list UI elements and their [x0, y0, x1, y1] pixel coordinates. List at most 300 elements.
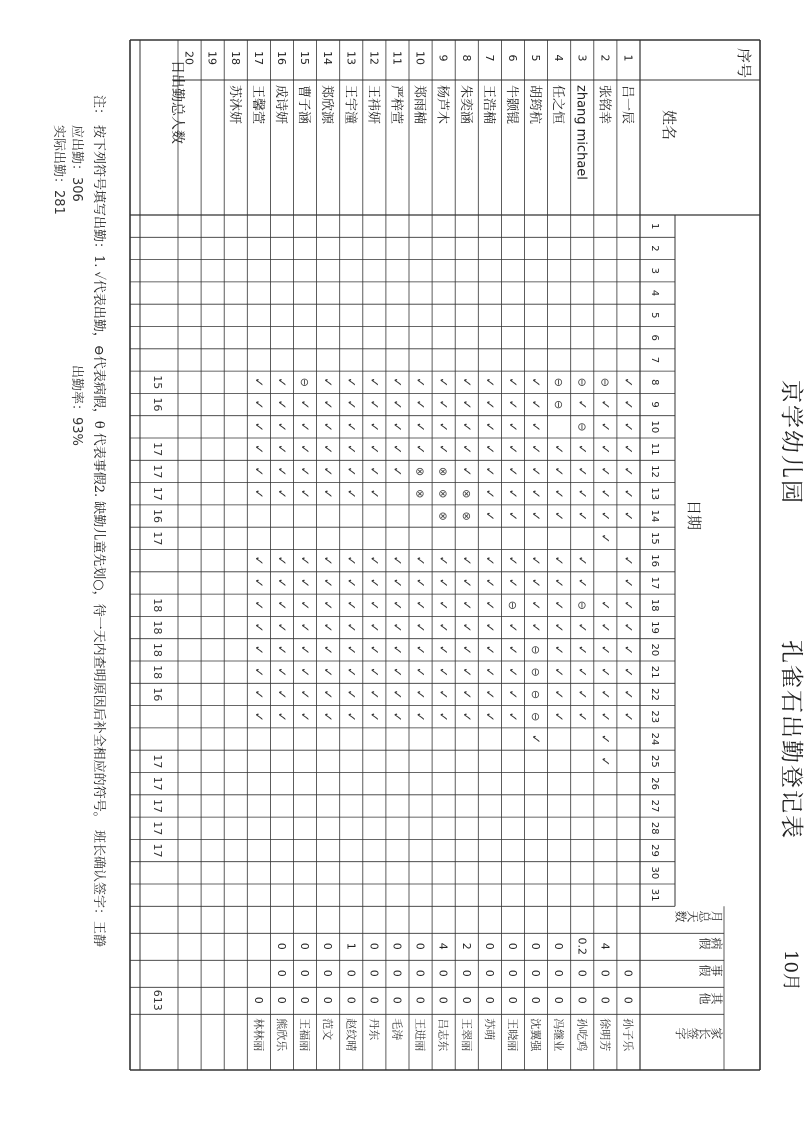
attendance-mark: ✓	[529, 444, 544, 455]
attendance-mark: ✓	[598, 399, 613, 410]
daily-total: 18	[151, 642, 164, 657]
sick-count: 0	[298, 942, 312, 950]
absent-mark: ⊗	[459, 511, 473, 521]
student-name: 成诗妍	[272, 85, 288, 125]
other-count: 0	[390, 996, 404, 1004]
attendance-mark: ✓	[321, 667, 336, 678]
attendance-mark: ✓	[413, 555, 428, 566]
attendance-mark: ✓	[621, 577, 636, 588]
attendance-mark: ✓	[459, 667, 474, 678]
attendance-mark: ✓	[298, 488, 313, 499]
seq-number: 8	[459, 54, 473, 62]
day-number: 21	[649, 665, 660, 679]
sick-mark: ⊖	[552, 377, 566, 387]
attendance-mark: ✓	[552, 711, 567, 722]
attendance-mark: ✓	[598, 734, 613, 745]
attendance-mark: ✓	[298, 622, 313, 633]
attendance-mark: ✓	[321, 689, 336, 700]
attendance-mark: ✓	[274, 622, 289, 633]
day-number: 15	[649, 531, 660, 545]
parent-signature: 丹东	[367, 1018, 381, 1041]
day-number: 26	[649, 777, 660, 791]
attendance-mark: ✓	[529, 622, 544, 633]
attendance-mark: ✓	[621, 444, 636, 455]
attendance-mark: ✓	[436, 444, 451, 455]
other-count: 0	[482, 996, 496, 1004]
personal-count: 0	[321, 969, 335, 977]
attendance-mark: ✓	[575, 644, 590, 655]
attendance-mark: ✓	[274, 421, 289, 432]
attendance-mark: ✓	[251, 555, 266, 566]
sick-count: 0	[505, 942, 519, 950]
attendance-mark: ✓	[482, 466, 497, 477]
daily-total: 17	[151, 843, 164, 858]
personal-count: 0	[505, 969, 519, 977]
sick-mark: ⊖	[529, 645, 543, 655]
attendance-mark: ✓	[390, 577, 405, 588]
teacher-value: 王静	[91, 921, 106, 948]
sheet-title: 孔雀石出勤登记表	[778, 640, 804, 840]
parent-signature: 沈翼强	[529, 1018, 543, 1052]
student-name: 朱奕涵	[457, 85, 473, 125]
daily-total-label: 日出勤总人数	[169, 60, 185, 144]
attendance-mark: ✓	[298, 466, 313, 477]
attendance-mark: ✓	[390, 399, 405, 410]
attendance-mark: ✓	[413, 377, 428, 388]
attendance-mark: ✓	[552, 577, 567, 588]
other-header: 其他	[699, 991, 723, 1005]
attendance-mark: ✓	[529, 734, 544, 745]
attendance-mark: ✓	[552, 689, 567, 700]
student-name: 吕一辰	[619, 85, 635, 125]
attendance-mark: ✓	[298, 711, 313, 722]
personal-count: 0	[621, 969, 635, 977]
attendance-mark: ✓	[552, 644, 567, 655]
attendance-mark: ✓	[274, 555, 289, 566]
attendance-mark: ✓	[575, 689, 590, 700]
attendance-mark: ✓	[344, 377, 359, 388]
sick-count: 4	[598, 942, 612, 950]
attendance-mark: ✓	[251, 667, 266, 678]
attendance-mark: ✓	[298, 444, 313, 455]
notes-line1: 按下列符号填写出勤：1. ✓代表出勤，⊖代表病假，θ 代表事假2. 缺勤儿童先划○，待一天内查明原因后补全相应的符号。	[91, 125, 106, 825]
other-count: 0	[621, 996, 635, 1004]
day-number: 13	[649, 487, 660, 501]
attendance-mark: ✓	[321, 622, 336, 633]
attendance-mark: ✓	[321, 377, 336, 388]
attendance-mark: ✓	[367, 444, 382, 455]
attendance-mark: ✓	[251, 644, 266, 655]
attendance-mark: ✓	[529, 377, 544, 388]
attendance-mark: ✓	[436, 421, 451, 432]
sick-count: 0	[367, 942, 381, 950]
attendance-mark: ✓	[621, 377, 636, 388]
personal-count: 0	[367, 969, 381, 977]
other-count: 0	[321, 996, 335, 1004]
day-number: 2	[649, 245, 660, 252]
day-number: 17	[649, 576, 660, 590]
attendance-mark: ✓	[529, 511, 544, 522]
personal-count: 0	[598, 969, 612, 977]
daily-total: 18	[151, 598, 164, 613]
attendance-mark: ✓	[321, 711, 336, 722]
attendance-mark: ✓	[413, 399, 428, 410]
attendance-mark: ✓	[552, 667, 567, 678]
attendance-mark: ✓	[505, 399, 520, 410]
attendance-mark: ✓	[482, 488, 497, 499]
attendance-mark: ✓	[505, 644, 520, 655]
seq-number: 20	[182, 51, 196, 65]
attendance-mark: ✓	[367, 488, 382, 499]
attendance-mark: ✓	[436, 689, 451, 700]
attendance-mark: ✓	[251, 466, 266, 477]
attendance-mark: ✓	[505, 444, 520, 455]
attendance-mark: ✓	[505, 377, 520, 388]
attendance-mark: ✓	[575, 488, 590, 499]
attendance-mark: ✓	[367, 711, 382, 722]
attendance-mark: ✓	[274, 600, 289, 611]
attendance-mark: ✓	[413, 600, 428, 611]
attendance-mark: ✓	[344, 600, 359, 611]
attendance-mark: ✓	[621, 711, 636, 722]
attendance-mark: ✓	[413, 577, 428, 588]
parent-signature: 王晓丽	[505, 1018, 519, 1052]
daily-total: 17	[151, 754, 164, 769]
attendance-mark: ✓	[482, 577, 497, 588]
attendance-mark: ✓	[413, 622, 428, 633]
attendance-mark: ✓	[575, 444, 590, 455]
daily-total: 18	[151, 620, 164, 635]
student-name: 杨芦木	[434, 85, 450, 125]
seq-number: 7	[482, 54, 496, 62]
personal-header: 事假	[699, 963, 723, 977]
attendance-mark: ✓	[321, 399, 336, 410]
attendance-mark: ✓	[436, 711, 451, 722]
daily-total: 17	[151, 531, 164, 546]
rate-value: 93%	[69, 417, 84, 446]
sick-count: 1	[344, 942, 358, 950]
day-number: 22	[649, 688, 660, 701]
attendance-mark: ✓	[621, 622, 636, 633]
attendance-mark: ✓	[505, 667, 520, 678]
attendance-mark: ✓	[459, 711, 474, 722]
attendance-mark: ✓	[621, 421, 636, 432]
other-count: 0	[436, 996, 450, 1004]
attendance-mark: ✓	[482, 511, 497, 522]
attendance-mark: ✓	[621, 644, 636, 655]
attendance-mark: ✓	[621, 488, 636, 499]
attendance-mark: ✓	[459, 577, 474, 588]
attendance-mark: ✓	[321, 444, 336, 455]
personal-count: 0	[552, 969, 566, 977]
daily-total: 15	[151, 375, 164, 390]
attendance-mark: ✓	[598, 689, 613, 700]
day-number: 3	[649, 267, 660, 274]
daily-total: 16	[151, 397, 164, 412]
attendance-mark: ✓	[482, 644, 497, 655]
attendance-mark: ✓	[529, 466, 544, 477]
sick-count: 0	[390, 942, 404, 950]
seq-number: 15	[298, 51, 312, 65]
attendance-mark: ✓	[344, 577, 359, 588]
attendance-mark: ✓	[505, 711, 520, 722]
attendance-mark: ✓	[436, 600, 451, 611]
student-name: 郑欣源	[319, 85, 335, 125]
attendance-mark: ✓	[344, 444, 359, 455]
attendance-mark: ✓	[344, 644, 359, 655]
expected-label: 应出勤：	[69, 125, 84, 178]
other-count: 0	[413, 996, 427, 1004]
personal-count: 0	[459, 969, 473, 977]
attendance-mark: ✓	[575, 577, 590, 588]
absent-mark: ⊗	[413, 466, 427, 477]
attendance-mark: ✓	[367, 421, 382, 432]
attendance-mark: ✓	[598, 511, 613, 522]
student-name: 苏沐妍	[226, 85, 242, 125]
daily-total: 17	[151, 776, 164, 791]
attendance-mark: ✓	[505, 555, 520, 566]
attendance-mark: ✓	[459, 399, 474, 410]
attendance-mark: ✓	[367, 377, 382, 388]
attendance-mark: ✓	[529, 399, 544, 410]
sick-count: 0	[552, 942, 566, 950]
sick-count: 0	[529, 942, 543, 950]
absent-mark: ⊗	[436, 511, 450, 521]
parent-signature: 王翠丽	[459, 1018, 473, 1052]
seq-number: 16	[274, 51, 288, 65]
attendance-mark: ✓	[482, 399, 497, 410]
daily-total: 17	[151, 442, 164, 457]
attendance-mark: ✓	[575, 399, 590, 410]
seq-number: 13	[344, 51, 358, 65]
attendance-mark: ✓	[505, 577, 520, 588]
attendance-mark: ✓	[390, 622, 405, 633]
attendance-mark: ✓	[390, 667, 405, 678]
sick-count: 4	[436, 942, 450, 950]
parent-signature: 苏萌	[482, 1018, 496, 1041]
attendance-mark: ✓	[552, 600, 567, 611]
student-name: zhang michael	[573, 85, 589, 180]
day-number: 29	[649, 844, 660, 857]
student-name: 郑雨楠	[411, 85, 427, 125]
attendance-mark: ✓	[251, 444, 266, 455]
attendance-mark: ✓	[621, 667, 636, 678]
month-label: 10月	[780, 950, 801, 991]
actual-value: 281	[51, 190, 66, 215]
attendance-mark: ✓	[482, 622, 497, 633]
sick-count: 0	[321, 942, 335, 950]
attendance-mark: ✓	[390, 421, 405, 432]
attendance-mark: ✓	[274, 667, 289, 678]
day-number: 6	[649, 334, 660, 341]
student-name: 牛颢锟	[503, 85, 519, 125]
attendance-mark: ✓	[390, 377, 405, 388]
attendance-mark: ✓	[367, 689, 382, 700]
attendance-mark: ✓	[459, 689, 474, 700]
attendance-mark: ✓	[251, 689, 266, 700]
attendance-mark: ✓	[459, 377, 474, 388]
personal-count: 0	[274, 969, 288, 977]
attendance-mark: ✓	[413, 667, 428, 678]
attendance-mark: ✓	[390, 689, 405, 700]
absent-mark: ⊗	[436, 489, 450, 499]
attendance-mark: ✓	[598, 421, 613, 432]
attendance-mark: ✓	[251, 622, 266, 633]
attendance-mark: ✓	[251, 421, 266, 432]
attendance-mark: ✓	[251, 711, 266, 722]
attendance-mark: ✓	[413, 689, 428, 700]
attendance-mark: ✓	[298, 600, 313, 611]
attendance-mark: ✓	[344, 421, 359, 432]
attendance-mark: ✓	[598, 711, 613, 722]
day-number: 28	[649, 821, 660, 835]
student-name: 王馨萱	[249, 85, 265, 125]
other-count: 0	[367, 996, 381, 1004]
other-count: 0	[298, 996, 312, 1004]
attendance-mark: ✓	[298, 689, 313, 700]
rate-label: 出勤率：	[69, 365, 84, 418]
student-name: 王宇潼	[342, 85, 358, 125]
attendance-mark: ✓	[321, 600, 336, 611]
attendance-mark: ✓	[274, 711, 289, 722]
attendance-mark: ✓	[344, 399, 359, 410]
student-name: 曹子涵	[296, 85, 312, 125]
day-number: 12	[649, 465, 660, 478]
attendance-mark: ✓	[482, 600, 497, 611]
attendance-mark: ✓	[413, 644, 428, 655]
attendance-mark: ✓	[436, 399, 451, 410]
attendance-mark: ✓	[274, 377, 289, 388]
attendance-mark: ✓	[575, 711, 590, 722]
parent-signature: 赵纹晴	[344, 1018, 358, 1052]
day-number: 5	[649, 312, 660, 319]
attendance-mark: ✓	[482, 377, 497, 388]
day-number: 1	[649, 222, 660, 230]
attendance-mark: ✓	[321, 421, 336, 432]
other-count: 0	[274, 996, 288, 1004]
seq-number: 11	[390, 51, 404, 65]
parent-signature: 冯继业	[552, 1018, 566, 1052]
parent-signature: 孙子乐	[621, 1018, 635, 1052]
sick-count: 0	[274, 942, 288, 950]
attendance-mark: ✓	[436, 577, 451, 588]
attendance-mark: ✓	[459, 644, 474, 655]
personal-count: 0	[529, 969, 543, 977]
attendance-mark: ✓	[274, 689, 289, 700]
day-number: 27	[649, 799, 660, 813]
attendance-mark: ✓	[505, 466, 520, 477]
attendance-mark: ✓	[390, 444, 405, 455]
attendance-mark: ✓	[505, 421, 520, 432]
sick-count: 0	[482, 942, 496, 950]
attendance-mark: ✓	[413, 444, 428, 455]
parent-signature: 吕志东	[436, 1018, 450, 1052]
attendance-mark: ✓	[298, 577, 313, 588]
attendance-mark: ✓	[274, 644, 289, 655]
attendance-mark: ✓	[436, 622, 451, 633]
parent-signature: 林林丽	[251, 1018, 265, 1052]
sick-header: 病假	[699, 936, 723, 950]
other-count: 0	[459, 996, 473, 1004]
attendance-mark: ✓	[482, 421, 497, 432]
day-number: 9	[649, 401, 660, 408]
attendance-mark: ✓	[274, 577, 289, 588]
parent-signature: 孙吃鸡	[575, 1018, 589, 1052]
sick-mark: ⊖	[575, 377, 589, 387]
attendance-mark: ✓	[436, 555, 451, 566]
attendance-mark: ✓	[459, 421, 474, 432]
attendance-mark: ✓	[298, 667, 313, 678]
seq-number: 4	[552, 54, 566, 62]
seq-number: 9	[436, 54, 450, 62]
attendance-mark: ✓	[251, 399, 266, 410]
attendance-mark: ✓	[390, 555, 405, 566]
attendance-mark: ✓	[436, 377, 451, 388]
seq-number: 18	[228, 51, 242, 65]
other-count: 0	[575, 996, 589, 1004]
parent-sign-header: 家长签字	[675, 1026, 723, 1040]
attendance-mark: ✓	[436, 667, 451, 678]
attendance-mark: ✓	[575, 511, 590, 522]
seq-number: 10	[413, 51, 427, 65]
day-number: 18	[649, 598, 660, 612]
attendance-mark: ✓	[367, 399, 382, 410]
attendance-mark: ✓	[274, 399, 289, 410]
attendance-mark: ✓	[367, 577, 382, 588]
personal-count: 0	[575, 969, 589, 977]
attendance-mark: ✓	[482, 667, 497, 678]
seq-header: 序号	[735, 48, 753, 79]
daily-total: 18	[151, 665, 164, 680]
attendance-mark: ✓	[251, 488, 266, 499]
parent-signature: 王进丽	[413, 1018, 427, 1052]
attendance-mark: ✓	[529, 577, 544, 588]
attendance-mark: ✓	[529, 600, 544, 611]
sick-mark: ⊖	[529, 667, 543, 677]
attendance-mark: ✓	[274, 444, 289, 455]
attendance-mark: ✓	[621, 689, 636, 700]
parent-signature: 熊欣乐	[274, 1018, 288, 1052]
day-number: 30	[649, 866, 660, 880]
actual-label: 实际出勤：	[51, 125, 66, 191]
seq-number: 6	[505, 54, 519, 62]
absent-mark: ⊗	[413, 489, 427, 499]
attendance-mark: ✓	[251, 600, 266, 611]
attendance-mark: ✓	[575, 466, 590, 477]
attendance-mark: ✓	[505, 689, 520, 700]
attendance-mark: ✓	[459, 600, 474, 611]
student-name: 严梓萱	[388, 85, 404, 125]
day-number: 14	[649, 509, 660, 523]
attendance-mark: ✓	[482, 444, 497, 455]
parent-signature: 毛涛	[390, 1018, 404, 1041]
attendance-mark: ✓	[598, 488, 613, 499]
attendance-mark: ✓	[367, 600, 382, 611]
expected-value: 306	[69, 177, 84, 202]
attendance-mark: ✓	[598, 466, 613, 477]
personal-count: 0	[298, 969, 312, 977]
attendance-mark: ✓	[274, 466, 289, 477]
attendance-mark: ✓	[575, 555, 590, 566]
attendance-mark: ✓	[552, 622, 567, 633]
teacher-label: 班长确认签字：	[91, 830, 106, 922]
sick-mark: ⊖	[505, 600, 519, 610]
attendance-mark: ✓	[482, 555, 497, 566]
attendance-mark: ✓	[251, 577, 266, 588]
attendance-mark: ✓	[621, 555, 636, 566]
attendance-mark: ✓	[344, 488, 359, 499]
attendance-mark: ✓	[459, 466, 474, 477]
